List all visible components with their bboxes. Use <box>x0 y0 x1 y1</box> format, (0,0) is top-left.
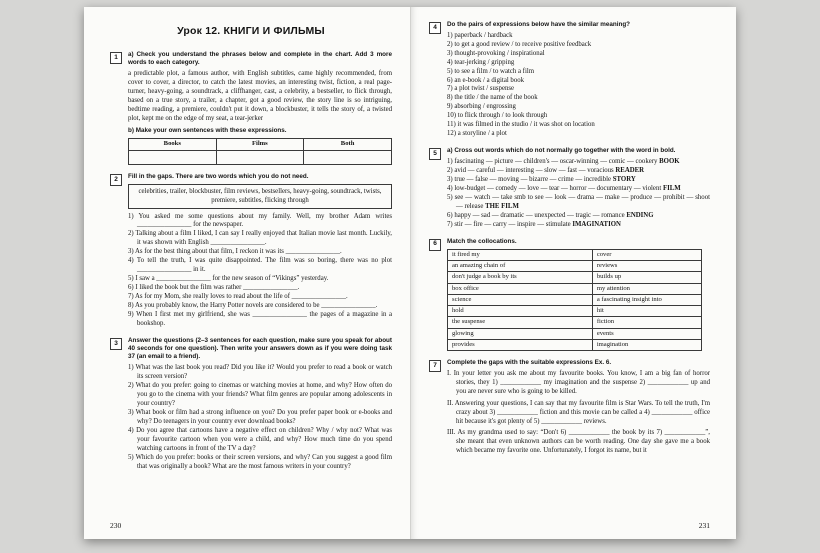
chart-empty-cell <box>304 151 392 165</box>
crossout-item <box>447 167 710 176</box>
gap-sentence: 2) Talking about a film I liked, I can say I really enjoyed that Italian movie last month. Luckily, it was shown with English ________________. <box>128 230 392 247</box>
expression-pair: 1) paperback / hardback <box>447 31 513 39</box>
discussion-question: 3) What book or film had a strong influence on you? Do you prefer paper book or e-books and why? Do teenagers in your country ever download books? <box>128 408 392 425</box>
page-number-right: 231 <box>698 521 710 531</box>
exercise-number: 7 <box>429 360 441 372</box>
gap-sentence: 4) To tell the truth, I was quite disappointed. The film was so boring, there was no plot ________________ in it. <box>128 257 392 274</box>
expression-pair: 10) to flick through / to look through <box>447 112 548 120</box>
collocation-left-cell: hold <box>448 306 593 317</box>
collocation-right-cell: fiction <box>592 317 701 328</box>
exercise-2 <box>110 173 392 329</box>
exercise-4 <box>429 21 710 139</box>
gap-sentence: 3) As for the best thing about that film, I reckon it was its ________________. <box>128 248 342 256</box>
book-spread <box>84 7 736 539</box>
exercise-3-body <box>128 337 392 472</box>
exercise-1-body <box>128 51 392 166</box>
word-bank: celebrities, trailer, blockbuster, film reviews, bestsellers, heavy-going, soundtrack, twists, premiere, subtitles, flicking through <box>128 184 392 209</box>
collocation-left-cell: don't judge a book by its <box>448 272 593 283</box>
exercise-number: 2 <box>110 174 122 186</box>
chart-header-both: Both <box>304 138 392 151</box>
ex3-instruction: Answer the questions (2–3 sentences for each question, make sure you speak for about 40 seconds for one question). Then write your answers down as if you were doing task 37 (an email to a friend). <box>128 337 392 361</box>
expression-pair: 4) tear-jerking / gripping <box>447 58 515 66</box>
collocation-row <box>448 317 702 328</box>
gap-sentence: 5) I saw a ________________ for the new season of “Vikings” yesterday. <box>128 275 329 283</box>
exercise-7-body <box>447 359 710 459</box>
collocation-right-cell: builds up <box>592 272 701 283</box>
lesson-title: Урок 12. КНИГИ И ФИЛЬМЫ <box>177 25 325 37</box>
collocation-right-cell: events <box>592 328 701 339</box>
discussion-question: 1) What was the last book you read? Did you like it? Would you prefer to read a book or watch its screen version? <box>128 364 392 381</box>
crossout-item <box>447 221 710 230</box>
expression-pair: 9) absorbing / engrossing <box>447 103 516 111</box>
exercise-5-body <box>447 147 710 229</box>
exercise-1 <box>110 51 392 166</box>
expression-pair: 5) to see a film / to watch a film <box>447 67 535 75</box>
collocation-left-cell: it fired my <box>448 249 593 260</box>
ex7-instruction: Complete the gaps with the suitable expressions Ex. 6. <box>447 359 612 366</box>
collocation-row <box>448 272 702 283</box>
ex1-instruction-a: a) Check you understand the phrases below and complete in the chart. Add 3 more words to each category. <box>128 50 392 67</box>
ex2-instruction: Fill in the gaps. There are two words which you do not need. <box>128 173 309 181</box>
gap-paragraph: I. In your letter you ask me about my favourite books. You know, I am a big fan of horror stories, they 1) ____________ my imagination and the suspense 2) ____________ up and you are never sure who is going to be killed. <box>447 369 710 395</box>
exercise-2-body <box>128 173 392 329</box>
crossout-bold-word: BOOK <box>659 157 680 165</box>
exercise-3 <box>110 337 392 472</box>
gap-sentence: 6) I liked the book but the film was rather ________________. <box>128 284 300 292</box>
page-number-left: 230 <box>110 521 122 531</box>
discussion-question: 4) Do you agree that cartoons have a negative effect on children? Why / why not? What was your favourite cartoon when you were a child, and why? How much time do you spend watching cartoons in front of the TV a day? <box>128 426 392 452</box>
expression-pair: 7) a plot twist / suspense <box>447 85 515 93</box>
exercise-4-body <box>447 21 710 139</box>
collocation-right-cell: a fascinating insight into <box>592 294 701 305</box>
expression-pair: 8) the title / the name of the book <box>447 94 538 102</box>
collocation-row <box>448 249 702 260</box>
collocation-row <box>448 294 702 305</box>
exercise-7 <box>429 359 710 459</box>
collocation-left-cell: provides <box>448 339 593 350</box>
exercise-6-body <box>447 238 710 351</box>
collocation-right-cell: cover <box>592 249 701 260</box>
collocation-left-cell: box office <box>448 283 593 294</box>
crossout-bold-word: THE FILM <box>485 202 519 210</box>
gap-sentence: 9) When I first met my girlfriend, she was ________________ the pages of a magazine in a bookshop. <box>128 311 392 328</box>
gap-sentence: 8) As you probably know, the Harry Potter novels are considered to be ________________. <box>128 302 378 310</box>
collocation-right-cell: reviews <box>592 261 701 272</box>
exercise-5 <box>429 147 710 229</box>
gap-sentence: 7) As for my Mom, she really loves to read about the life of ________________. <box>128 293 348 301</box>
crossout-item <box>447 185 710 194</box>
exercise-number: 6 <box>429 239 441 251</box>
exercise-number: 1 <box>110 52 122 64</box>
crossout-words: 1) fascinating — picture — children's — oscar-winning — comic — cookery <box>447 157 658 165</box>
chart-header-row <box>129 138 392 151</box>
collocation-row <box>448 306 702 317</box>
page-right <box>410 7 736 539</box>
ex1-instruction-b: b) Make your own sentences with these expressions. <box>128 126 287 134</box>
crossout-words: 6) happy — sad — dramatic — unexpected — tragic — romance <box>447 211 625 219</box>
gap-paragraph: II. Answering your questions, I can say that my favourite film is Star Wars. To tell the truth, I'm crazy about 3) ____________ fiction and this movie can be called a 4) ____________ office hit because it's got plenty of 5) ____________ reviews. <box>447 399 710 425</box>
collocation-row <box>448 283 702 294</box>
crossout-bold-word: ENDING <box>626 211 654 219</box>
expression-pair: 3) thought-provoking / inspirational <box>447 49 545 57</box>
crossout-bold-word: FILM <box>662 184 681 192</box>
crossout-words: 2) avid — careful — interesting — slow — fast — voracious <box>447 166 614 174</box>
crossout-words: 3) true — false — moving — bizarre — crime — incredible <box>447 175 612 183</box>
discussion-question: 5) Which do you prefer: books or their screen versions, and why? Can you suggest a good film that was originally a book? What are the most famous writers in your country? <box>128 453 392 470</box>
collocation-row <box>448 261 702 272</box>
crossout-words: 5) see — watch — take smb to see — look — drama — make — produce — prohibit — shoot — release <box>447 193 710 210</box>
expression-pair: 12) a storyline / a plot <box>447 130 507 138</box>
expression-pair: 11) it was filmed in the studio / it was shot on location <box>447 121 595 129</box>
crossout-bold-word: STORY <box>612 175 636 183</box>
books-films-chart <box>128 138 392 166</box>
ex5-instruction: a) Cross out words which do not normally go together with the word in bold. <box>447 147 676 155</box>
chart-header-films: Films <box>216 138 304 151</box>
exercise-number: 5 <box>429 148 441 160</box>
collocation-left-cell: science <box>448 294 593 305</box>
crossout-item <box>447 212 710 221</box>
exercise-number: 4 <box>429 22 441 34</box>
expression-pair: 6) an e-book / a digital book <box>447 76 525 84</box>
exercise-number: 3 <box>110 338 122 350</box>
gap-sentence: 1) You asked me some questions about my family. Well, my brother Adam writes ________________ for the newspaper. <box>128 212 392 229</box>
crossout-item <box>447 158 710 167</box>
collocation-left-cell: glowing <box>448 328 593 339</box>
ex6-instruction: Match the collocations. <box>447 237 517 245</box>
collocation-right-cell: hit <box>592 306 701 317</box>
crossout-bold-word: READER <box>615 166 645 174</box>
chart-empty-cell <box>129 151 217 165</box>
discussion-question: 2) What do you prefer: going to cinemas or watching movies at home, and why? How often do you go to the cinema with your friends? What film genres are popular among adolescents in your country? <box>128 382 392 407</box>
chart-header-books: Books <box>129 138 217 151</box>
ex4-instruction: Do the pairs of expressions below have the similar meaning? <box>447 21 631 28</box>
phrase-bank: a predictable plot, a famous author, with English subtitles, came highly recommended, from cover to cover, a director, to catch the latest movies, an interesting twist, fiction, a real page-turner, heavy-going, a soundtrack, a cliffhanger, cast, a celebrity, a bestseller, to flick through, based on a true story, a trailer, a chapter, got a good review, the story line is so intriguing, bedtime reading, a premiere, couldn't put it down, a blockbuster, it tells the story of, a twisted plot, kept me on the edge of my seat, a tear-jerker <box>128 69 392 122</box>
crossout-words: 4) low-budget — comedy — love — tear — horror — documentary — violent <box>447 184 662 192</box>
crossout-item <box>447 176 710 185</box>
page-left <box>84 7 410 539</box>
expression-pair: 2) to get a good review / to receive positive feedback <box>447 40 592 48</box>
chart-empty-row <box>129 151 392 165</box>
collocation-left-cell: an amazing chain of <box>448 261 593 272</box>
crossout-words: 7) stir — fire — carry — inspire — stimulate <box>447 220 571 228</box>
crossout-bold-word: IMAGINATION <box>572 220 621 228</box>
crossout-item <box>447 194 710 212</box>
collocation-row <box>448 328 702 339</box>
collocation-row <box>448 339 702 350</box>
collocation-right-cell: imagination <box>592 339 701 350</box>
collocation-right-cell: my attention <box>592 283 701 294</box>
exercise-6 <box>429 238 710 351</box>
chart-empty-cell <box>216 151 304 165</box>
gap-paragraph: III. As my grandma used to say: “Don't 6) ____________ the book by its 7) ____________”, she meant that even unknown authors can be worth reading. One day she gave me a book which became my favorite one. Unfortunately, I forgot its name, but it <box>447 429 710 455</box>
collocation-table <box>447 249 702 351</box>
collocation-left-cell: the suspense <box>448 317 593 328</box>
